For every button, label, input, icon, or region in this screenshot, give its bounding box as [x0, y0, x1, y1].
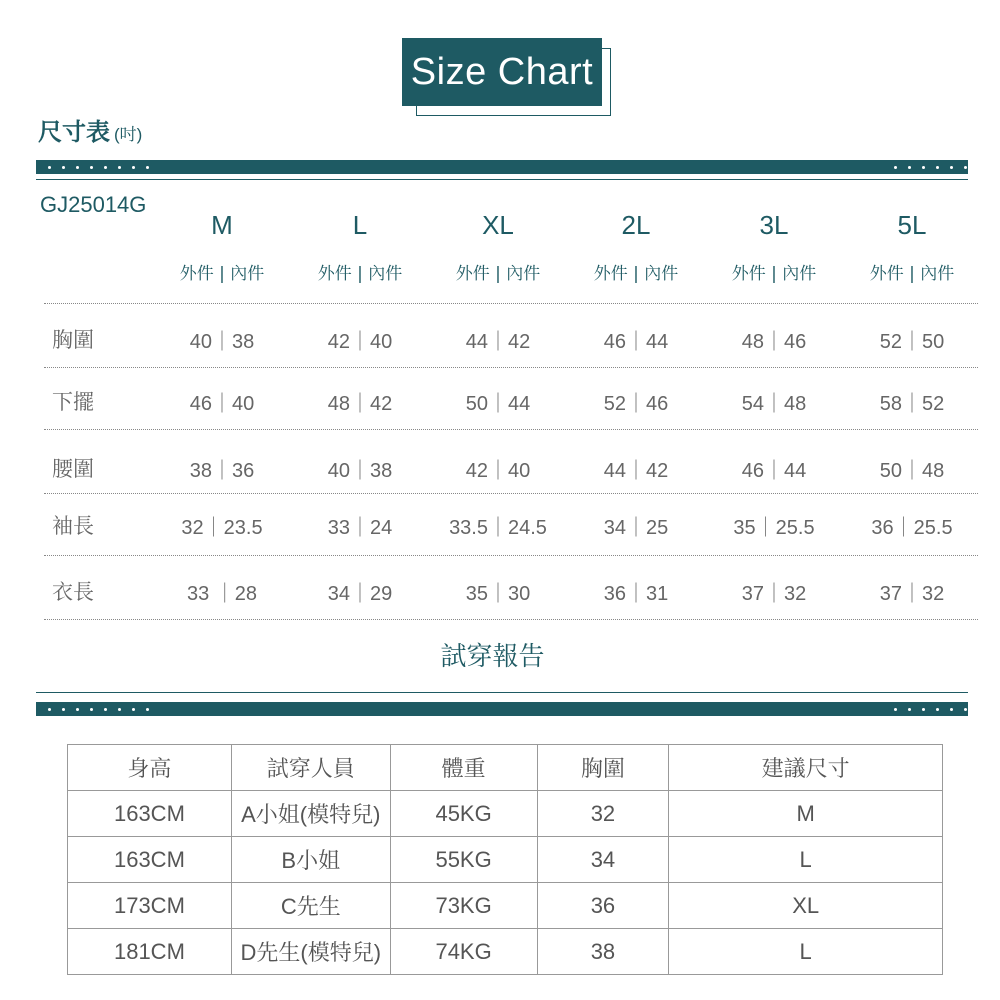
measurement-value: 46｜44	[603, 331, 669, 353]
header-tester: 試穿人員	[231, 745, 390, 791]
cell-chest: 36	[537, 883, 669, 929]
cell-height: 163CM	[68, 791, 232, 837]
outer-inner-subheader: 外件 | 內件	[455, 264, 541, 284]
measurement-label: 袖長	[52, 514, 94, 538]
measurement-value: 46｜44	[741, 460, 807, 482]
row-divider	[44, 493, 978, 494]
measurement-value: 35｜30	[465, 583, 531, 605]
outer-inner-subheader: 外件 | 內件	[731, 264, 817, 284]
bar-dots-right	[894, 160, 978, 174]
measurement-value: 54｜48	[741, 393, 807, 415]
report-title: 試穿報告	[440, 642, 545, 672]
table-row	[68, 929, 943, 975]
measurement-value: 42｜40	[465, 460, 531, 482]
top-divider-bar	[36, 160, 968, 174]
cell-weight: 55KG	[390, 837, 537, 883]
measurement-value: 44｜42	[465, 331, 531, 353]
measurement-value: 33｜24	[327, 517, 393, 539]
size-column-header: 3L	[759, 210, 789, 240]
cell-height: 173CM	[68, 883, 232, 929]
measurement-value: 38｜36	[189, 460, 255, 482]
row-divider	[44, 555, 978, 556]
cell-tester: A小姐(模特兒)	[231, 791, 390, 837]
model-code: GJ25014G	[40, 192, 147, 217]
report-header-row	[68, 745, 943, 791]
measurement-value: 42｜40	[327, 331, 393, 353]
cell-tester: B小姐	[231, 837, 390, 883]
measurement-value: 33.5｜24.5	[449, 517, 547, 539]
top-divider-line	[36, 179, 968, 180]
measurement-value: 52｜50	[879, 331, 945, 353]
outer-inner-subheader: 外件 | 內件	[317, 264, 403, 284]
subtitle-unit: (吋)	[114, 125, 143, 144]
measurement-value: 50｜48	[879, 460, 945, 482]
measurement-value: 37｜32	[879, 583, 945, 605]
page-title: Size Chart	[402, 38, 602, 106]
measurement-value: 34｜29	[327, 583, 393, 605]
bar-dots-left	[48, 160, 160, 174]
cell-suggested-size: L	[669, 837, 943, 883]
measurement-label: 下擺	[52, 390, 94, 414]
header-suggested-size: 建議尺寸	[669, 745, 943, 791]
measurement-label: 衣長	[52, 580, 94, 604]
cell-suggested-size: M	[669, 791, 943, 837]
measurement-value: 46｜40	[189, 393, 255, 415]
measurement-label: 腰圍	[52, 457, 94, 481]
measurement-value: 40｜38	[189, 331, 255, 353]
size-column-header: 2L	[621, 210, 651, 240]
header-height: 身高	[68, 745, 232, 791]
cell-suggested-size: XL	[669, 883, 943, 929]
measurement-value: 33 ｜28	[186, 583, 258, 605]
size-column-header: XL	[482, 210, 514, 240]
table-row	[68, 883, 943, 929]
row-divider	[44, 619, 978, 620]
bar-dots-right	[894, 702, 978, 716]
outer-inner-subheader: 外件 | 內件	[593, 264, 679, 284]
cell-chest: 38	[537, 929, 669, 975]
cell-tester: D先生(模特兒)	[231, 929, 390, 975]
measurement-value: 34｜25	[603, 517, 669, 539]
size-column-header: 5L	[897, 210, 927, 240]
measurement-value: 37｜32	[741, 583, 807, 605]
bottom-divider-bar	[36, 702, 968, 716]
header-chest: 胸圍	[537, 745, 669, 791]
cell-height: 163CM	[68, 837, 232, 883]
row-divider	[44, 429, 978, 430]
header-weight: 體重	[390, 745, 537, 791]
measurement-value: 36｜25.5	[871, 517, 953, 539]
fitting-report-table	[67, 744, 943, 975]
cell-chest: 34	[537, 837, 669, 883]
cell-suggested-size: L	[669, 929, 943, 975]
measurement-value: 58｜52	[879, 393, 945, 415]
outer-inner-subheader: 外件 | 內件	[869, 264, 955, 284]
measurement-value: 52｜46	[603, 393, 669, 415]
measurement-value: 32｜23.5	[181, 517, 263, 539]
cell-weight: 74KG	[390, 929, 537, 975]
measurement-label: 胸圍	[52, 328, 94, 352]
subtitle-text: 尺寸表	[38, 119, 110, 146]
measurement-value: 48｜46	[741, 331, 807, 353]
cell-chest: 32	[537, 791, 669, 837]
bottom-divider-line	[36, 692, 968, 693]
measurement-value: 40｜38	[327, 460, 393, 482]
row-divider	[44, 303, 978, 304]
cell-tester: C先生	[231, 883, 390, 929]
cell-height: 181CM	[68, 929, 232, 975]
cell-weight: 73KG	[390, 883, 537, 929]
size-table-subtitle	[38, 112, 142, 147]
measurement-value: 44｜42	[603, 460, 669, 482]
outer-inner-subheader: 外件 | 內件	[179, 264, 265, 284]
table-row	[68, 791, 943, 837]
measurement-value: 36｜31	[603, 583, 669, 605]
cell-weight: 45KG	[390, 791, 537, 837]
size-column-header: L	[352, 210, 368, 240]
table-row	[68, 837, 943, 883]
row-divider	[44, 367, 978, 368]
measurement-value: 48｜42	[327, 393, 393, 415]
measurement-value: 35｜25.5	[733, 517, 815, 539]
size-column-header: M	[211, 210, 233, 240]
measurement-value: 50｜44	[465, 393, 531, 415]
bar-dots-left	[48, 702, 160, 716]
